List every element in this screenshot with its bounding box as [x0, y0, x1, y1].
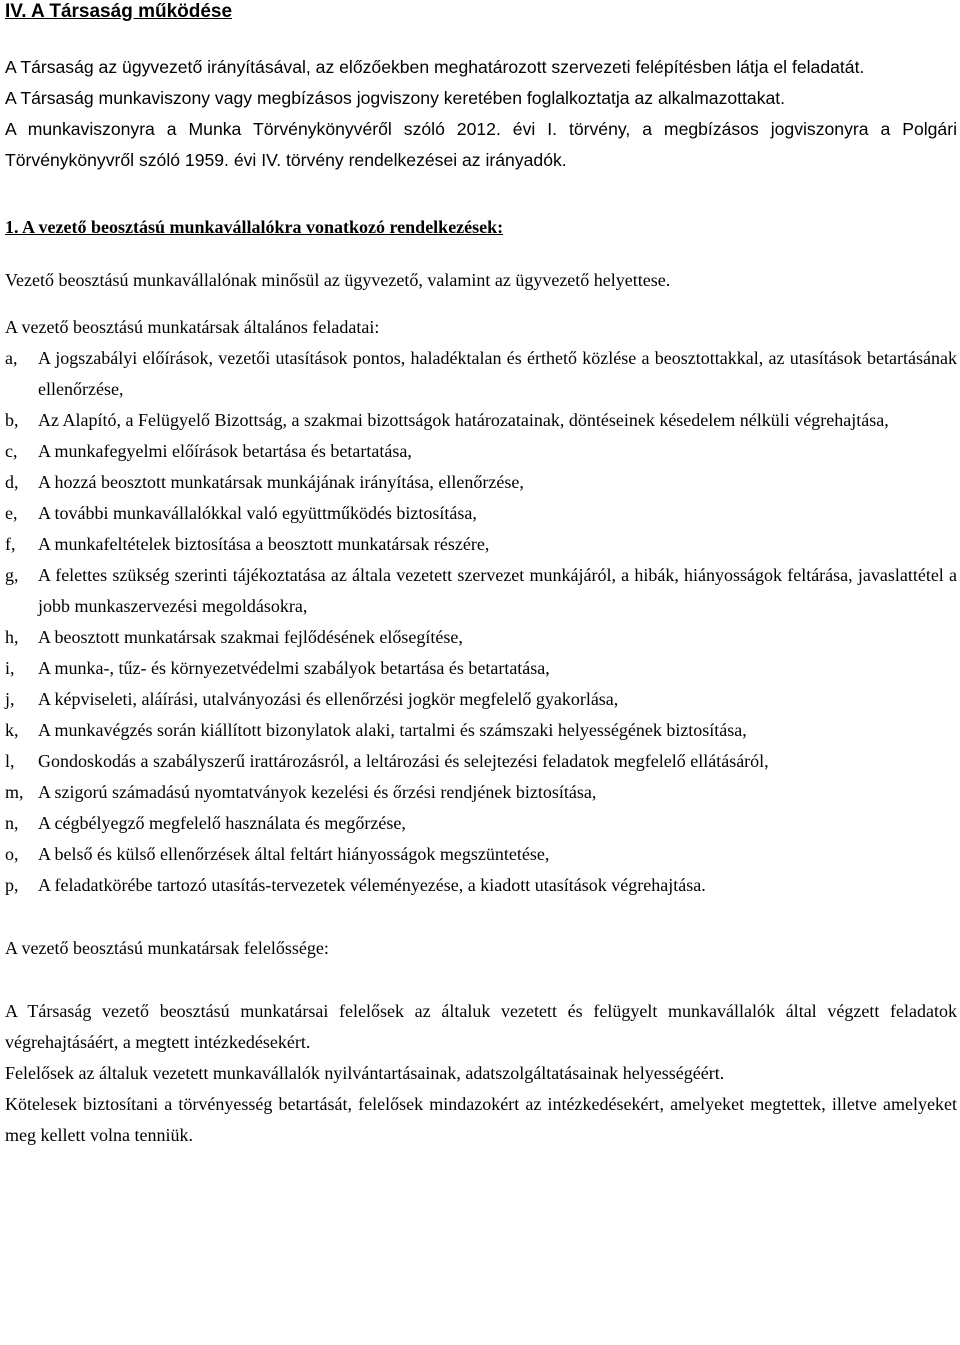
list-item-text: A felettes szükség szerinti tájékoztatása az általa vezetett szervezet munkájáról, a hibák, hiányosságok feltárása, javaslattétel a jobb munkaszervezési megoldásokra,: [38, 565, 957, 616]
list-item: [5, 622, 957, 653]
duties-title: A vezető beosztású munkatársak általános feladatai:: [5, 317, 380, 337]
list-item: [5, 715, 957, 746]
list-item-label: b,: [5, 410, 19, 430]
list-item-label: l,: [5, 751, 15, 771]
list-item-label: p,: [5, 875, 19, 895]
list-item: [5, 777, 957, 808]
list-item: [5, 405, 957, 436]
list-item-label: o,: [5, 844, 19, 864]
list-item-text: A belső és külső ellenőrzések által feltárt hiányosságok megszüntetése,: [38, 844, 550, 864]
list-item-label: c,: [5, 441, 18, 461]
list-item-label: d,: [5, 472, 19, 492]
list-item-text: A munkafegyelmi előírások betartása és betartatása,: [38, 441, 412, 461]
list-item-text: Az Alapító, a Felügyelő Bizottság, a szakmai bizottságok határozatainak, döntéseinek késedelem nélküli végrehajtása,: [38, 410, 889, 430]
list-item-label: g,: [5, 565, 19, 585]
list-item-text: A jogszabályi előírások, vezetői utasítások pontos, haladéktalan és érthető közlése a beosztottakkal, az utasítások betartásának ellenőrzése,: [38, 348, 957, 399]
list-item-text: A képviseleti, aláírási, utalványozási és ellenőrzési jogkör megfelelő gyakorlása,: [38, 689, 619, 709]
list-item: [5, 436, 957, 467]
responsibility-paragraph-3: Kötelesek biztosítani a törvényesség betartását, felelősek mindazokért az intézkedésekért, amelyeket megtettek, illetve amelyeket meg kellett volna tenniük.: [5, 1094, 957, 1145]
section-title: IV. A Társaság működése: [5, 1, 233, 22]
list-item-label: f,: [5, 534, 16, 554]
responsibility-title: A vezető beosztású munkatársak felelőssége:: [5, 938, 329, 958]
list-item-text: A munka-, tűz- és környezetvédelmi szabályok betartása és betartatása,: [38, 658, 550, 678]
list-item: [5, 684, 957, 715]
list-item-label: e,: [5, 503, 18, 523]
responsibility-paragraph-2: Felelősek az általuk vezetett munkavállalók nyilvántartásainak, adatszolgáltatásainak helyességéért.: [5, 1063, 725, 1083]
list-item: [5, 529, 957, 560]
list-item-text: A cégbélyegző megfelelő használata és megőrzése,: [38, 813, 406, 833]
duties-list: [5, 343, 957, 901]
list-item: [5, 343, 957, 405]
list-item-text: A hozzá beosztott munkatársak munkájának irányítása, ellenőrzése,: [38, 472, 524, 492]
definition-paragraph: Vezető beosztású munkavállalónak minősül az ügyvezető, valamint az ügyvezető helyettese.: [5, 270, 671, 290]
list-item: [5, 808, 957, 839]
list-item: [5, 498, 957, 529]
intro-paragraph-1: A Társaság az ügyvezető irányításával, az előzőekben meghatározott szervezeti felépítésben látja el feladatát.: [5, 57, 865, 77]
list-item: [5, 839, 957, 870]
list-item-text: A szigorú számadású nyomtatványok kezelési és őrzési rendjének biztosítása,: [38, 782, 597, 802]
list-item-label: k,: [5, 720, 19, 740]
list-item: [5, 746, 957, 777]
list-item-text: A munkavégzés során kiállított bizonylatok alaki, tartalmi és számszaki helyességének biztosítása,: [38, 720, 747, 740]
list-item-text: A beosztott munkatársak szakmai fejlődésének elősegítése,: [38, 627, 463, 647]
list-item-text: A feladatkörébe tartozó utasítás-tervezetek véleményezése, a kiadott utasítások végrehajtása.: [38, 875, 706, 895]
document-page: [5, 0, 957, 1151]
list-item-label: h,: [5, 627, 19, 647]
list-item-text: A további munkavállalókkal való együttműködés biztosítása,: [38, 503, 477, 523]
list-item-label: i,: [5, 658, 15, 678]
list-item-text: Gondoskodás a szabályszerű irattározásról, a leltározási és selejtezési feladatok megfelelő ellátásáról,: [38, 751, 769, 771]
list-item-label: n,: [5, 813, 19, 833]
list-item-text: A munkafeltételek biztosítása a beosztott munkatársak részére,: [38, 534, 490, 554]
list-item-label: j,: [5, 689, 15, 709]
subsection-title: 1. A vezető beosztású munkavállalókra vonatkozó rendelkezések:: [5, 217, 504, 237]
list-item: [5, 653, 957, 684]
intro-paragraph-2: A Társaság munkaviszony vagy megbízásos jogviszony keretében foglalkoztatja az alkalmazottakat.: [5, 88, 786, 108]
list-item: [5, 467, 957, 498]
list-item: [5, 560, 957, 622]
responsibility-paragraph-1: A Társaság vezető beosztású munkatársai felelősek az általuk vezetett és felügyelt munkavállalók által végzett feladatok végrehajtásáért, a megtett intézkedésekért.: [5, 1001, 957, 1052]
intro-paragraph-3: A munkaviszonyra a Munka Törvénykönyvéről szóló 2012. évi I. törvény, a megbízásos jogviszonyra a Polgári Törvénykönyvről szóló 1959. évi IV. törvény rendelkezései az irányadók.: [5, 119, 957, 170]
list-item-label: m,: [5, 782, 24, 802]
list-item: [5, 870, 957, 901]
list-item-label: a,: [5, 348, 18, 368]
